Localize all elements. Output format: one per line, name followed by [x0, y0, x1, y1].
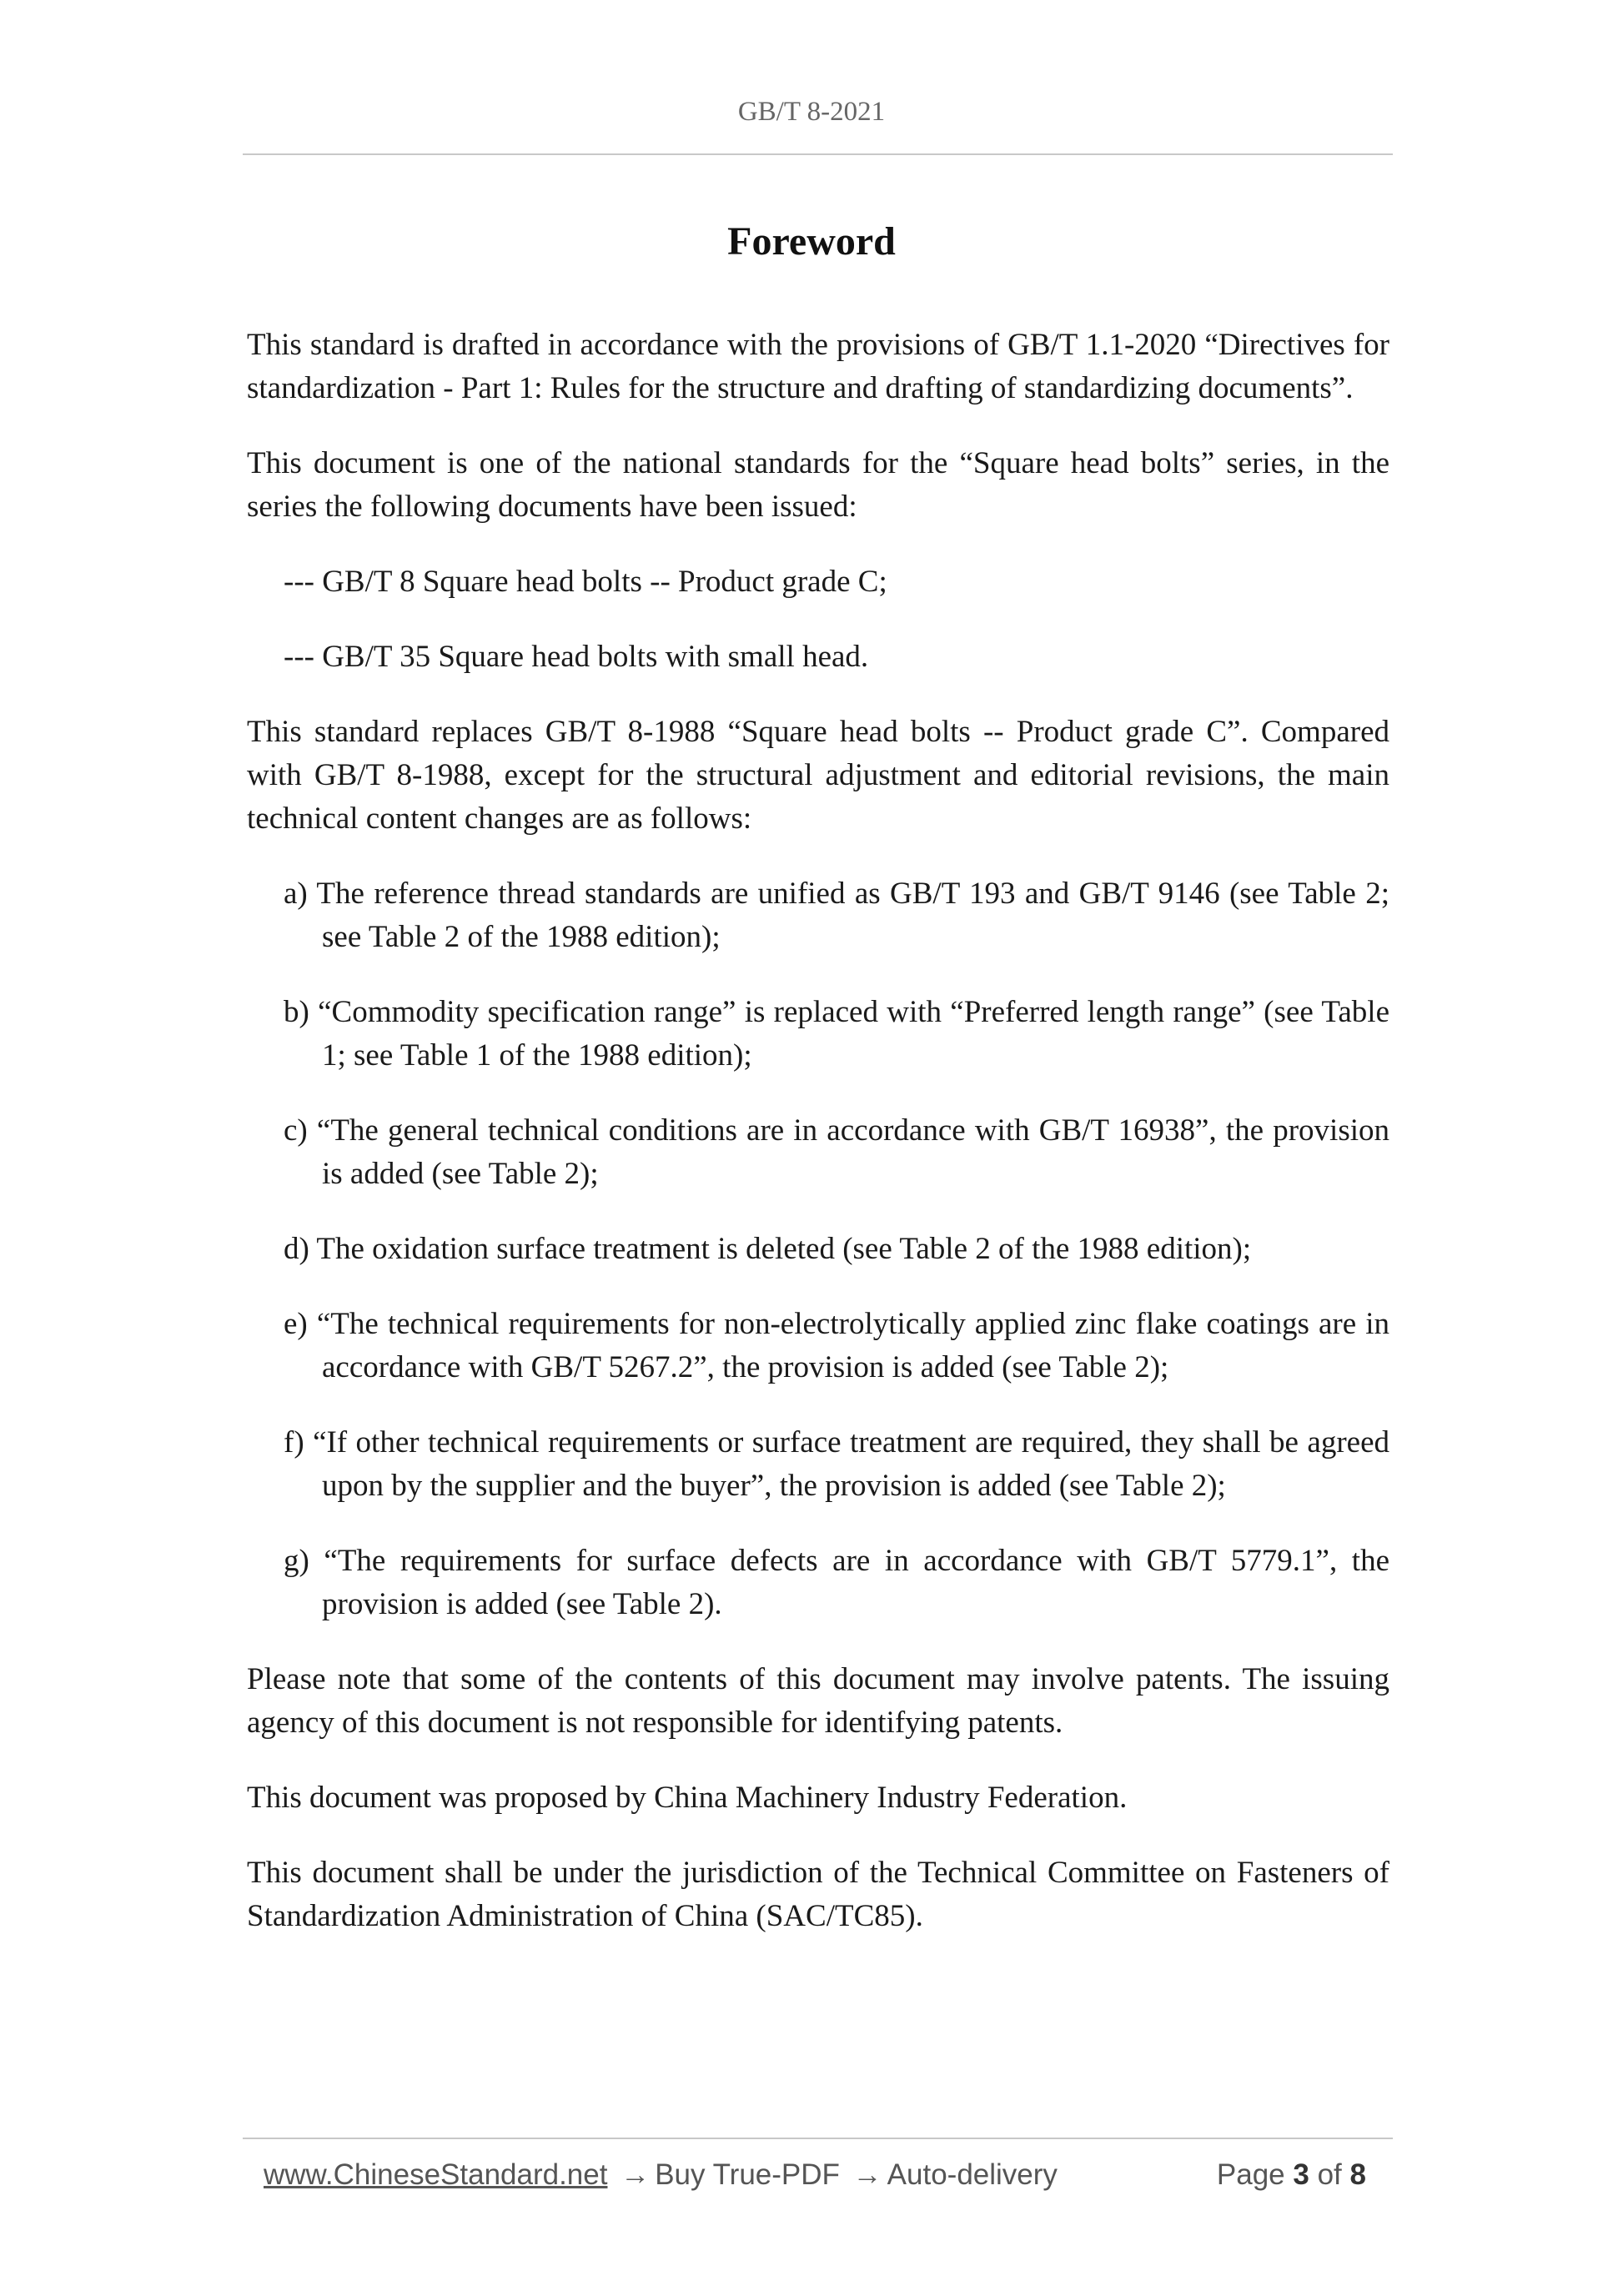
series-item: --- GB/T 8 Square head bolts -- Product grade C; — [284, 565, 887, 599]
change-item: b) “Commodity specification range” is replaced with “Preferred length range” (see Table 1; see Table 1 of the 1988 edition); — [284, 995, 1389, 1073]
series-item: --- GB/T 35 Square head bolts with small head. — [284, 640, 869, 674]
paragraph-proposed: This document was proposed by China Machinery Industry Federation. — [247, 1781, 1128, 1815]
page-label: Page — [1216, 2158, 1285, 2191]
website-link[interactable]: www.ChineseStandard.net — [264, 2158, 608, 2191]
change-item: a) The reference thread standards are unified as GB/T 193 and GB/T 9146 (see Table 2; see Table 2 of the 1988 edition); — [284, 877, 1389, 954]
page-current: 3 — [1293, 2158, 1309, 2191]
paragraph-drafting: This standard is drafted in accordance with the provisions of GB/T 1.1-2020 “Directives for standardization - Part 1: Rules for the structure and drafting of standardizing documents”. — [247, 328, 1389, 405]
footer-divider — [243, 2138, 1393, 2139]
header-divider — [243, 153, 1393, 155]
page-total: 8 — [1349, 2158, 1366, 2191]
paragraph-jurisdiction: This document shall be under the jurisdiction of the Technical Committee on Fasteners of Standardization Administration of China (SAC/TC85). — [247, 1856, 1389, 1933]
buy-pdf-text: Buy True-PDF — [655, 2158, 840, 2191]
change-item: c) “The general technical conditions are in accordance with GB/T 16938”, the provision is added (see Table 2); — [284, 1113, 1389, 1191]
change-item: e) “The technical requirements for non-electrolytically applied zinc flake coatings are in accordance with GB/T 5267.2”, the provision is added (see Table 2); — [284, 1307, 1389, 1384]
paragraph-patents: Please note that some of the contents of this document may involve patents. The issuing agency of this document is not responsible for identifying patents. — [247, 1662, 1389, 1740]
arrow-right-icon: → — [621, 2158, 651, 2191]
change-item: g) “The requirements for surface defects are in accordance with GB/T 5779.1”, the provision is added (see Table 2). — [284, 1544, 1389, 1621]
document-body — [247, 324, 1389, 1970]
paragraph-replaces: This standard replaces GB/T 8-1988 “Square head bolts -- Product grade C”. Compared with GB/T 8-1988, except for the structural adjustment and editorial revisions, the main technical content changes are as follows: — [247, 715, 1389, 836]
paragraph-series: This document is one of the national standards for the “Square head bolts” series, in the series the following documents have been issued: — [247, 446, 1389, 524]
footer — [264, 2158, 1373, 2192]
change-item: f) “If other technical requirements or surface treatment are required, they shall be agreed upon by the supplier and the buyer”, the provision is added (see Table 2); — [284, 1425, 1389, 1503]
change-item: d) The oxidation surface treatment is deleted (see Table 2 of the 1988 edition); — [284, 1232, 1252, 1266]
auto-delivery-text: Auto-delivery — [887, 2158, 1058, 2191]
page-of-label: of — [1317, 2158, 1342, 2191]
page-title: Foreword — [727, 219, 896, 264]
page-indicator — [1217, 2158, 1366, 2192]
header-doc-code: GB/T 8-2021 — [737, 97, 886, 127]
arrow-right-icon: → — [852, 2158, 882, 2191]
